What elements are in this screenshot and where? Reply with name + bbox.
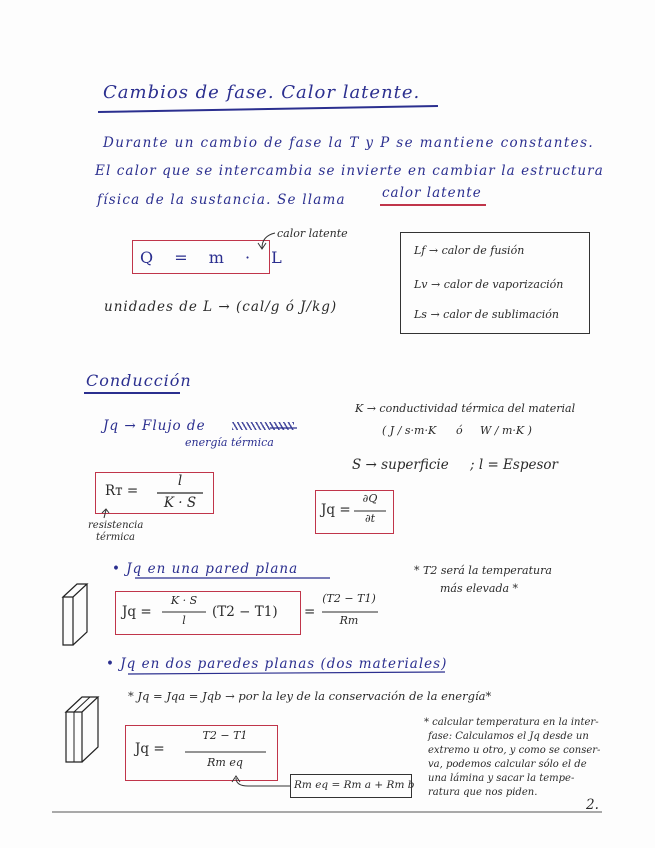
plane-lhs: Jq = <box>122 604 152 620</box>
plane-denominator: l <box>182 614 186 627</box>
k-units-or: ó <box>456 424 463 437</box>
page-title: Cambios de fase. Calor latente. <box>103 82 421 103</box>
interface-note-2: fase: Calculamos el Jq desde un <box>428 731 589 742</box>
interface-note-5: una lámina y sacar la tempe- <box>428 773 575 784</box>
page-number: 2. <box>586 797 599 813</box>
s-definition: S → superficie <box>352 457 449 473</box>
legend-sublimation: Ls → calor de sublimación <box>414 308 560 321</box>
plane-equals: = <box>304 604 316 620</box>
scratched-word <box>232 422 294 430</box>
latent-heat-term: calor latente <box>382 185 482 201</box>
legend-fusion: Lf → calor de fusión <box>414 244 525 257</box>
rt-caption-2: térmica <box>96 532 135 543</box>
intro-line-2: El calor que se intercambia se invierte en cambiar la estructura <box>95 163 604 179</box>
title-underline <box>98 105 438 113</box>
plane-wall-bullet: • Jq en una pared plana <box>112 561 299 577</box>
interface-note-1: * calcular temperatura en la inter- <box>424 717 599 728</box>
k-units-1: ( J / s·m·K <box>382 424 437 437</box>
equivalent-resistance: Rт eq = Rт a + Rт b <box>294 779 415 791</box>
plane-parenthesis: (T2 − T1) <box>212 604 278 620</box>
conduction-underline <box>84 392 180 394</box>
latent-units: unidades de L → (cal/g ó J/kg) <box>104 299 338 315</box>
plane-r-numerator: (T2 − T1) <box>322 592 376 605</box>
k-units-2: W / m·K ) <box>480 424 532 437</box>
jq-def-numerator: ∂Q <box>362 492 378 505</box>
rt-lhs: Rт = <box>105 483 139 499</box>
plane-wall-note-1: * T2 será la temperatura <box>414 564 552 577</box>
two-walls-lhs: Jq = <box>135 741 165 757</box>
jq-def-lhs: Jq = <box>321 502 351 518</box>
two-walls-chain: * Jq = Jqa = Jqb → por la ley de la conservación de la energía* <box>128 689 492 703</box>
two-walls-bullet: • Jq en dos paredes planas (dos materiales) <box>106 656 448 672</box>
rt-denominator: K · S <box>163 495 197 511</box>
latent-heat-term-underline <box>380 204 486 206</box>
rt-numerator: l <box>177 473 183 489</box>
latent-callout: calor latente <box>277 227 348 240</box>
interface-note-4: va, podemos calcular sólo el de <box>428 759 587 770</box>
latent-formula: Q = m · L <box>140 248 290 267</box>
jq-flux-label-2: energía térmica <box>185 436 274 449</box>
jq-def-denominator: ∂t <box>364 512 376 525</box>
k-definition: K → conductividad térmica del material <box>355 402 576 415</box>
interface-note-3: extremo u otro, y como se conser- <box>428 745 601 756</box>
rt-caption-1: resistencia <box>88 520 144 531</box>
interface-note-6: ratura que nos piden. <box>428 787 538 798</box>
plane-numerator: K · S <box>170 594 198 607</box>
two-walls-denominator: Rт eq <box>207 756 243 769</box>
plane-r-denominator: Rт <box>339 614 359 627</box>
two-walls-numerator: T2 − T1 <box>202 729 248 742</box>
jq-flux-label: Jq → Flujo de <box>103 418 206 434</box>
intro-line-3: física de la sustancia. Se llama <box>97 192 346 208</box>
intro-line-1: Durante un cambio de fase la T y P se mantiene constantes. <box>103 135 595 151</box>
l-definition: ; l = Espesor <box>470 457 558 473</box>
plane-wall-note-2: más elevada * <box>440 582 519 595</box>
conduction-heading: Conducción <box>86 371 192 390</box>
legend-vaporization: Lv → calor de vaporización <box>414 278 564 291</box>
